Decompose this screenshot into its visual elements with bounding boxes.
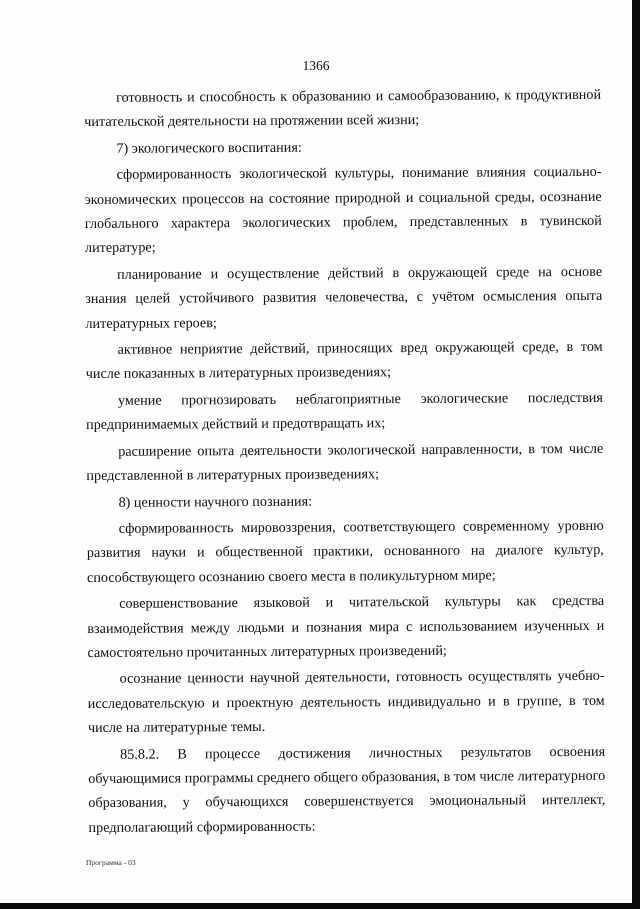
paragraph-8-heading: 8) ценности научного познания: (118, 493, 313, 511)
scan-edge-bottom (0, 903, 640, 909)
paragraph-5: активное неприятие действий, приносящих вред окружающей среде, в том числе показанных в литературных произведениях; (85, 338, 603, 383)
footer-label: Программа - 03 (86, 858, 136, 867)
paragraph-11: осознание ценности научной деятельности, готовность осуществлять учебно-исследовательскую и проектную деятельность индивидуально и в группе, в том числе на литературные темы. (87, 668, 605, 737)
paragraph-2-heading: 7) экологического воспитания: (116, 139, 302, 157)
document-body (84, 83, 606, 840)
paragraph-10: совершенствование языковой и читательской культуры как средства взаимодействия между людьми и познания мира с использованием изученных и самостоятельно прочитанных литературных произведений; (87, 592, 605, 661)
page-number: 1366 (302, 58, 330, 73)
paragraph-6: умение прогнозировать неблагоприятные экологические последствия предпринимаемых действий и предотвращать их; (86, 389, 603, 434)
scan-edge-right (632, 0, 640, 909)
paragraph-9: сформированность мировоззрения, соответствующего современному уровню развития науки и общественной практики, основанного на диалоге культур, способствующего осознанию своего места в поликультурном мире; (86, 517, 604, 586)
paragraph-3: сформированность экологической культуры, понимание влияния социально-экономических процессов на состояние природной и социальной среды, осознание глобального характера экологических проблем, представленных в тувинской литературе; (84, 164, 602, 257)
paragraph-12: 85.8.2. В процессе достижения личностных результатов освоения обучающимися программы среднего общего образования, в том числе литературного образования, у обучающихся совершенствуется эмоциональный интеллект, предполагающий сформированность: (88, 743, 606, 836)
paragraph-7: расширение опыта деятельности экологической направленности, в том числе представленной в литературных произведениях; (86, 440, 604, 485)
paragraph-4: планирование и осуществление действий в окружающей среде на основе знания целей устойчивого развития человечества, с учётом осмысления опыта литературных героев; (85, 263, 603, 332)
paragraph-1: готовность и способность к образованию и самообразованию, к продуктивной читательской деятельности на протяжении всей жизни; (84, 86, 602, 131)
